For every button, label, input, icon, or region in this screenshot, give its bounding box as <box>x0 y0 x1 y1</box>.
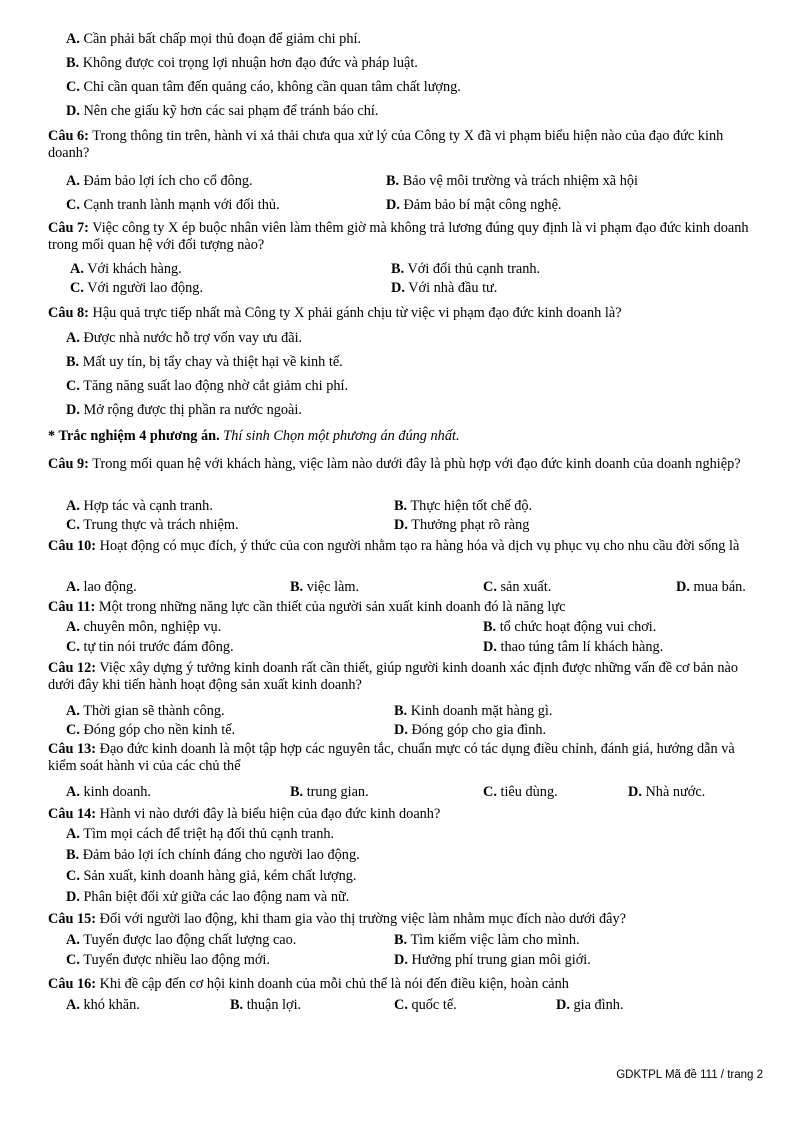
q5-option-b: B. Không được coi trọng lợi nhuận hơn đạo đức và pháp luật. <box>66 55 418 71</box>
q7-option-a: A. Với khách hàng. <box>70 261 182 277</box>
q8-option-a: A. Được nhà nước hỗ trợ vốn vay ưu đãi. <box>66 330 303 346</box>
q8-option-d: D. Mở rộng được thị phần ra nước ngoài. <box>66 402 302 418</box>
question-10: Câu 10: Hoạt động có mục đích, ý thức của con người nhằm tạo ra hàng hóa và dịch vụ phục vụ cho nhu cầu đời sống là <box>48 538 740 554</box>
q16-option-c: C. quốc tế. <box>394 997 457 1013</box>
q7-option-c: C. Với người lao động. <box>70 280 204 296</box>
q14-option-d: D. Phân biệt đối xử giữa các lao động nam và nữ. <box>66 889 350 905</box>
q16-option-a: A. khó khăn. <box>66 997 140 1013</box>
q9-option-d: D. Thưởng phạt rõ ràng <box>394 517 530 533</box>
q15-option-a: A. Tuyển được lao động chất lượng cao. <box>66 932 297 948</box>
question-7: Câu 7: Việc công ty X ép buộc nhân viên làm thêm giờ mà không trả lương đúng quy định là vi phạm đạo đức kinh doanh trong mối quan hệ với đối tượng nào? <box>48 220 749 253</box>
q9-option-c: C. Trung thực và trách nhiệm. <box>66 517 239 533</box>
q12-option-c: C. Đóng góp cho nền kinh tế. <box>66 722 236 738</box>
q15-option-b: B. Tìm kiếm việc làm cho mình. <box>394 932 580 948</box>
q6-option-a: A. Đảm bảo lợi ích cho cổ đông. <box>66 173 253 189</box>
question-13: Câu 13: Đạo đức kinh doanh là một tập hợp các nguyên tắc, chuẩn mực có tác dụng điều chỉnh, đánh giá, hướng dẫn và kiểm soát hành vi của các chủ thể <box>48 741 735 774</box>
q10-option-b: B. việc làm. <box>290 579 360 595</box>
q7-option-b: B. Với đối thủ cạnh tranh. <box>391 261 541 277</box>
page-footer: GDKTPL Mã đề 111 / trang 2 <box>616 1069 763 1081</box>
question-11: Câu 11: Một trong những năng lực cần thiết của người sản xuất kinh doanh đó là năng lực <box>48 599 566 615</box>
question-14: Câu 14: Hành vi nào dưới đây là biểu hiện của đạo đức kinh doanh? <box>48 806 441 822</box>
question-8: Câu 8: Hậu quả trực tiếp nhất mà Công ty X phải gánh chịu từ việc vi phạm đạo đức kinh doanh là? <box>48 305 622 321</box>
q6-option-c: C. Cạnh tranh lành mạnh với đối thủ. <box>66 197 280 213</box>
q13-option-a: A. kinh doanh. <box>66 784 151 800</box>
q12-option-a: A. Thời gian sẽ thành công. <box>66 703 225 719</box>
q11-option-d: D. thao túng tâm lí khách hàng. <box>483 639 664 655</box>
question-15: Câu 15: Đối với người lao động, khi tham gia vào thị trường việc làm nhằm mục đích nào dưới đây? <box>48 911 627 927</box>
q5-option-c: C. Chỉ cần quan tâm đến quảng cáo, không cần quan tâm chất lượng. <box>66 79 461 95</box>
q13-option-c: C. tiêu dùng. <box>483 784 558 800</box>
q8-option-c: C. Tăng năng suất lao động nhờ cắt giảm chi phí. <box>66 378 349 394</box>
q9-option-b: B. Thực hiện tốt chế độ. <box>394 498 533 514</box>
q6-option-d: D. Đảm bảo bí mật công nghệ. <box>386 197 562 213</box>
question-12: Câu 12: Việc xây dựng ý tưởng kinh doanh rất cần thiết, giúp người kinh doanh xác định được những vấn đề cơ bản nào dưới đây khi tiến hành hoạt động sản xuất kinh doanh? <box>48 660 739 693</box>
q5-option-a: A. Cần phải bất chấp mọi thủ đoạn để giảm chi phí. <box>66 31 362 47</box>
q12-option-b: B. Kinh doanh mặt hàng gì. <box>394 703 553 719</box>
q14-option-c: C. Sản xuất, kinh doanh hàng giả, kém chất lượng. <box>66 868 357 884</box>
q10-option-c: C. sản xuất. <box>483 579 552 595</box>
section-heading: * Trắc nghiệm 4 phương án. Thí sinh Chọn một phương án đúng nhất. <box>48 428 460 444</box>
question-6: Câu 6: Trong thông tin trên, hành vi xả thải chưa qua xử lý của Công ty X đã vi phạm biểu hiện nào của đạo đức kinh doanh? <box>48 128 724 161</box>
q16-option-b: B. thuận lợi. <box>230 997 302 1013</box>
q9-option-a: A. Hợp tác và cạnh tranh. <box>66 498 213 514</box>
q16-option-d: D. gia đình. <box>556 997 624 1013</box>
q15-option-d: D. Hưởng phí trung gian môi giới. <box>394 952 591 968</box>
q12-option-d: D. Đóng góp cho gia đình. <box>394 722 547 738</box>
q14-option-a: A. Tìm mọi cách để triệt hạ đối thủ cạnh tranh. <box>66 826 335 842</box>
q10-option-a: A. lao động. <box>66 579 137 595</box>
q10-option-d: D. mua bán. <box>676 579 746 595</box>
q11-option-b: B. tổ chức hoạt động vui chơi. <box>483 619 657 635</box>
q8-option-b: B. Mất uy tín, bị tẩy chay và thiệt hại về kinh tế. <box>66 354 343 370</box>
q7-option-d: D. Với nhà đầu tư. <box>391 280 498 296</box>
q14-option-b: B. Đảm bảo lợi ích chính đáng cho người lao động. <box>66 847 360 863</box>
q11-option-c: C. tự tin nói trước đám đông. <box>66 639 234 655</box>
question-16: Câu 16: Khi đề cập đến cơ hội kinh doanh của mỗi chủ thể là nói đến điều kiện, hoàn cảnh <box>48 976 569 992</box>
q15-option-c: C. Tuyển được nhiều lao động mới. <box>66 952 270 968</box>
q6-option-b: B. Bảo vệ môi trường và trách nhiệm xã hội <box>386 173 638 189</box>
q13-option-b: B. trung gian. <box>290 784 369 800</box>
q11-option-a: A. chuyên môn, nghiệp vụ. <box>66 619 222 635</box>
q13-option-d: D. Nhà nước. <box>628 784 706 800</box>
q5-option-d: D. Nên che giấu kỹ hơn các sai phạm để tránh báo chí. <box>66 103 379 119</box>
question-9: Câu 9: Trong mối quan hệ với khách hàng, việc làm nào dưới đây là phù hợp với đạo đức kinh doanh của doanh nghiệp? <box>48 456 741 472</box>
